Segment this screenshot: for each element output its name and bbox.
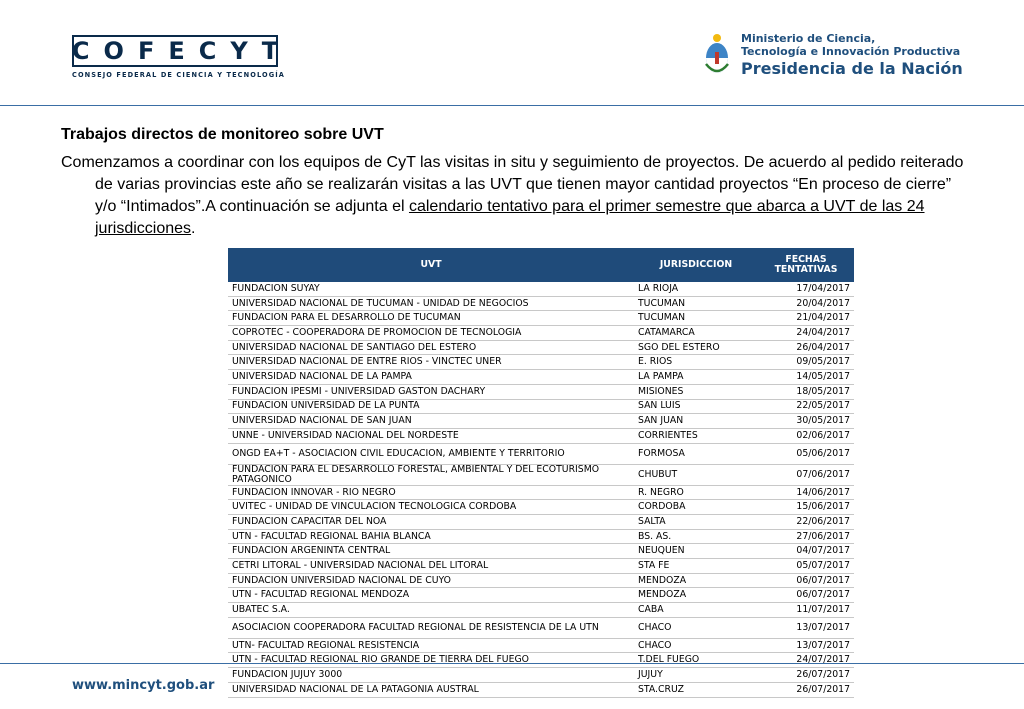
table-row — [228, 399, 854, 414]
fecha-cell: 13/07/2017 — [758, 617, 854, 638]
fecha-cell: 22/06/2017 — [758, 514, 854, 529]
body-paragraph — [61, 152, 966, 240]
table-row — [228, 443, 854, 464]
uvt-cell: FUNDACION JUJUY 3000 — [228, 668, 634, 683]
uvt-cell: ONGD EA+T - ASOCIACION CIVIL EDUCACION, AMBIENTE Y TERRITORIO — [228, 443, 634, 464]
uvt-cell: FUNDACION PARA EL DESARROLLO DE TUCUMAN — [228, 311, 634, 326]
fecha-cell: 05/07/2017 — [758, 559, 854, 574]
fecha-cell: 02/06/2017 — [758, 428, 854, 443]
fecha-cell: 26/07/2017 — [758, 668, 854, 683]
table-row — [228, 340, 854, 355]
uvt-cell: FUNDACION UNIVERSIDAD NACIONAL DE CUYO — [228, 573, 634, 588]
jurisdiccion-cell: TUCUMAN — [634, 311, 758, 326]
header-uvt: UVT — [228, 248, 634, 282]
header-divider — [0, 105, 1024, 106]
uvt-cell: UNIVERSIDAD NACIONAL DE SANTIAGO DEL ESTERO — [228, 340, 634, 355]
paragraph-end: . — [191, 220, 196, 237]
table-row — [228, 428, 854, 443]
uvt-schedule-table — [228, 248, 854, 698]
jurisdiccion-cell: CHACO — [634, 638, 758, 653]
jurisdiccion-cell: CABA — [634, 603, 758, 618]
table-row — [228, 414, 854, 429]
fecha-cell: 22/05/2017 — [758, 399, 854, 414]
header-jurisdiccion: JURISDICCION — [634, 248, 758, 282]
uvt-cell: UNNE - UNIVERSIDAD NACIONAL DEL NORDESTE — [228, 428, 634, 443]
table-row — [228, 544, 854, 559]
table-row — [228, 529, 854, 544]
table-row — [228, 617, 854, 638]
fecha-cell: 20/04/2017 — [758, 296, 854, 311]
fecha-cell: 21/04/2017 — [758, 311, 854, 326]
uvt-cell: UTN - FACULTAD REGIONAL BAHIA BLANCA — [228, 529, 634, 544]
uvt-cell: FUNDACION PARA EL DESARROLLO FORESTAL, AMBIENTAL Y DEL ECOTURISMO PATAGONICO — [228, 464, 634, 485]
calendar-link[interactable]: calendario tentativo para el primer semestre que abarca a UVT de las 24 jurisdicciones — [95, 198, 925, 237]
jurisdiccion-cell: R. NEGRO — [634, 485, 758, 500]
jurisdiccion-cell: LA RIOJA — [634, 282, 758, 296]
uvt-cell: FUNDACION IPESMI - UNIVERSIDAD GASTON DACHARY — [228, 384, 634, 399]
fecha-cell: 14/06/2017 — [758, 485, 854, 500]
cofecyt-logo-subtitle: CONSEJO FEDERAL DE CIENCIA Y TECNOLOGÍA — [72, 71, 285, 79]
jurisdiccion-cell: CORRIENTES — [634, 428, 758, 443]
fecha-cell: 09/05/2017 — [758, 355, 854, 370]
jurisdiccion-cell: STA FE — [634, 559, 758, 574]
uvt-cell: FUNDACION CAPACITAR DEL NOA — [228, 514, 634, 529]
uvt-cell: UNIVERSIDAD NACIONAL DE TUCUMAN - UNIDAD DE NEGOCIOS — [228, 296, 634, 311]
fecha-cell: 06/07/2017 — [758, 588, 854, 603]
fecha-cell: 07/06/2017 — [758, 464, 854, 485]
fecha-cell: 05/06/2017 — [758, 443, 854, 464]
jurisdiccion-cell: NEUQUEN — [634, 544, 758, 559]
footer-divider — [0, 663, 1024, 664]
jurisdiccion-cell: MENDOZA — [634, 573, 758, 588]
table-row — [228, 638, 854, 653]
table-row — [228, 384, 854, 399]
table-header-row — [228, 248, 854, 282]
uvt-cell: UTN - FACULTAD REGIONAL MENDOZA — [228, 588, 634, 603]
paragraph-text: Comenzamos a coordinar con los equipos de CyT las visitas in situ y seguimiento de proyectos. De acuerdo al pedido reiterado de varias provincias este año se realizarán visitas a las UVT que tienen mayor cantidad proyectos “En proceso de cierre” y/o “Intimados”.A continuación se adjunta el — [61, 154, 964, 215]
jurisdiccion-cell: MENDOZA — [634, 588, 758, 603]
uvt-cell: UNIVERSIDAD NACIONAL DE SAN JUAN — [228, 414, 634, 429]
fecha-cell: 11/07/2017 — [758, 603, 854, 618]
uvt-cell: COPROTEC - COOPERADORA DE PROMOCION DE TECNOLOGIA — [228, 326, 634, 341]
table-body — [228, 282, 854, 697]
jurisdiccion-cell: FORMOSA — [634, 443, 758, 464]
fecha-cell: 14/05/2017 — [758, 370, 854, 385]
jurisdiccion-cell: CATAMARCA — [634, 326, 758, 341]
fecha-cell: 15/06/2017 — [758, 500, 854, 515]
jurisdiccion-cell: SALTA — [634, 514, 758, 529]
uvt-cell: CETRI LITORAL - UNIVERSIDAD NACIONAL DEL LITORAL — [228, 559, 634, 574]
uvt-cell: ASOCIACION COOPERADORA FACULTAD REGIONAL DE RESISTENCIA DE LA UTN — [228, 617, 634, 638]
jurisdiccion-cell: E. RIOS — [634, 355, 758, 370]
ministry-name-line2: Tecnología e Innovación Productiva — [741, 45, 961, 59]
jurisdiccion-cell: MISIONES — [634, 384, 758, 399]
table-row — [228, 296, 854, 311]
presidency-name: Presidencia de la Nación — [741, 58, 963, 78]
fecha-cell: 13/07/2017 — [758, 638, 854, 653]
table-row — [228, 485, 854, 500]
table-row — [228, 588, 854, 603]
uvt-cell: FUNDACION UNIVERSIDAD DE LA PUNTA — [228, 399, 634, 414]
jurisdiccion-cell: CHUBUT — [634, 464, 758, 485]
fecha-cell: 27/06/2017 — [758, 529, 854, 544]
table-row — [228, 573, 854, 588]
header-fechas: FECHAS TENTATIVAS — [758, 248, 854, 282]
jurisdiccion-cell: BS. AS. — [634, 529, 758, 544]
table-row — [228, 311, 854, 326]
fecha-cell: 06/07/2017 — [758, 573, 854, 588]
table-row — [228, 370, 854, 385]
table-row — [228, 603, 854, 618]
fecha-cell: 17/04/2017 — [758, 282, 854, 296]
jurisdiccion-cell: CORDOBA — [634, 500, 758, 515]
jurisdiccion-cell: JUJUY — [634, 668, 758, 683]
table-row — [228, 500, 854, 515]
fecha-cell: 04/07/2017 — [758, 544, 854, 559]
jurisdiccion-cell: SAN JUAN — [634, 414, 758, 429]
cofecyt-logo — [71, 35, 293, 67]
jurisdiccion-cell: SGO DEL ESTERO — [634, 340, 758, 355]
jurisdiccion-cell: CHACO — [634, 617, 758, 638]
jurisdiccion-cell: STA.CRUZ — [634, 682, 758, 697]
table-row — [228, 355, 854, 370]
table-row — [228, 668, 854, 683]
jurisdiccion-cell: SAN LUIS — [634, 399, 758, 414]
ministry-logo — [702, 30, 963, 80]
table-row — [228, 464, 854, 485]
fecha-cell: 30/05/2017 — [758, 414, 854, 429]
uvt-cell: UBATEC S.A. — [228, 603, 634, 618]
uvt-cell: FUNDACION ARGENINTA CENTRAL — [228, 544, 634, 559]
fecha-cell: 24/07/2017 — [758, 653, 854, 668]
table-row — [228, 326, 854, 341]
fecha-cell: 18/05/2017 — [758, 384, 854, 399]
section-heading: Trabajos directos de monitoreo sobre UVT — [61, 126, 384, 143]
national-shield-icon — [702, 32, 732, 78]
ministry-name-line1: Ministerio de Ciencia, — [741, 32, 876, 46]
uvt-cell: FUNDACION SUYAY — [228, 282, 634, 296]
uvt-cell: UNIVERSIDAD NACIONAL DE ENTRE RIOS - VINCTEC UNER — [228, 355, 634, 370]
uvt-cell: UVITEC - UNIDAD DE VINCULACION TECNOLOGICA CORDOBA — [228, 500, 634, 515]
uvt-cell: UNIVERSIDAD NACIONAL DE LA PATAGONIA AUSTRAL — [228, 682, 634, 697]
table-row — [228, 653, 854, 668]
table-row — [228, 559, 854, 574]
table-row — [228, 282, 854, 296]
uvt-cell: UTN - FACULTAD REGIONAL RIO GRANDE DE TIERRA DEL FUEGO — [228, 653, 634, 668]
uvt-cell: UNIVERSIDAD NACIONAL DE LA PAMPA — [228, 370, 634, 385]
fecha-cell: 26/07/2017 — [758, 682, 854, 697]
uvt-cell: UTN- FACULTAD REGIONAL RESISTENCIA — [228, 638, 634, 653]
fecha-cell: 24/04/2017 — [758, 326, 854, 341]
cofecyt-logo-text: COFECYT — [71, 37, 293, 65]
fecha-cell: 26/04/2017 — [758, 340, 854, 355]
footer-url[interactable]: www.mincyt.gob.ar — [72, 678, 215, 693]
uvt-cell: FUNDACION INNOVAR - RIO NEGRO — [228, 485, 634, 500]
table-row — [228, 682, 854, 697]
table-row — [228, 514, 854, 529]
jurisdiccion-cell: T.DEL FUEGO — [634, 653, 758, 668]
jurisdiccion-cell: TUCUMAN — [634, 296, 758, 311]
jurisdiccion-cell: LA PAMPA — [634, 370, 758, 385]
